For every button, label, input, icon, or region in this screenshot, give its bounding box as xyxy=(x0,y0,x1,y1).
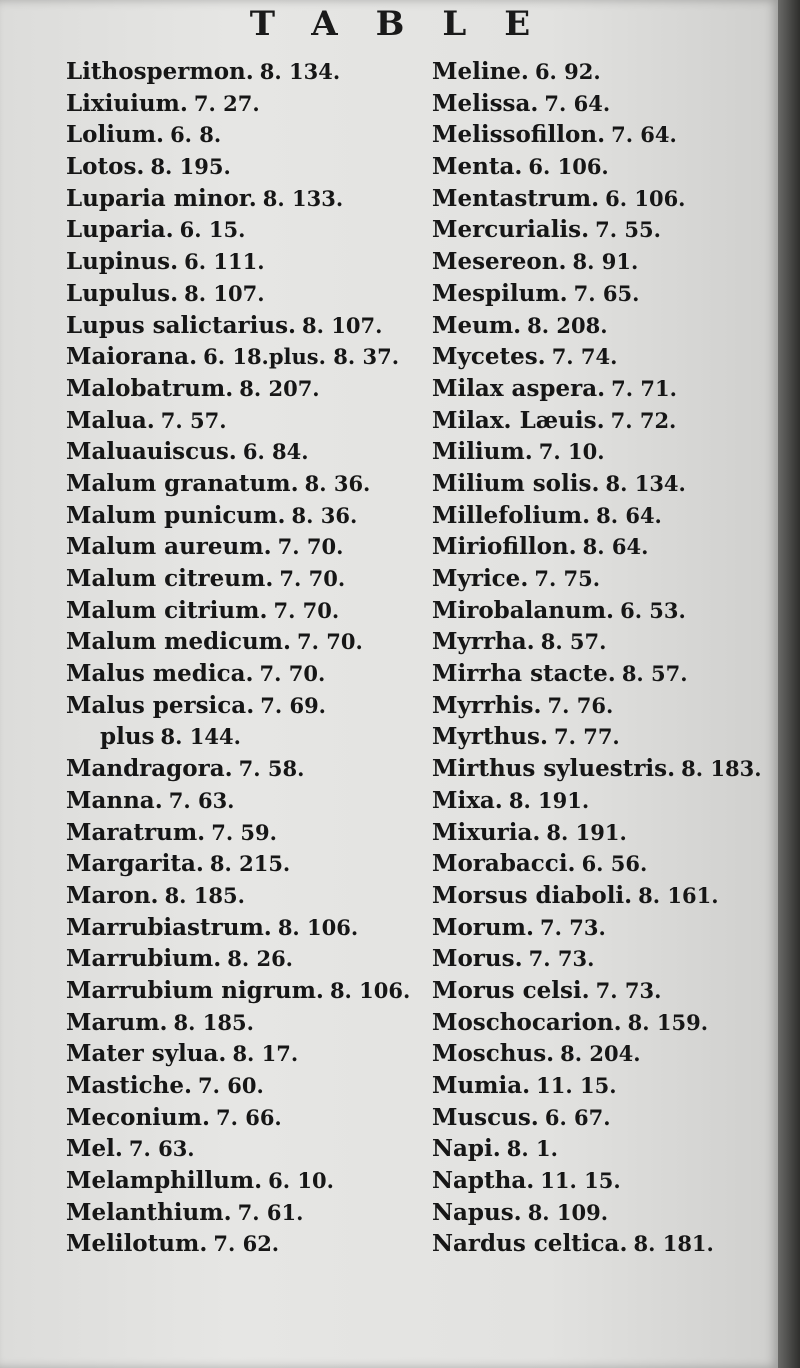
index-term: Manna. xyxy=(66,786,163,814)
index-term: Melissa. xyxy=(432,89,539,117)
index-entry xyxy=(432,151,772,183)
index-entry xyxy=(432,405,772,437)
index-entry xyxy=(432,531,772,563)
index-term: Marrubiastrum. xyxy=(66,913,272,941)
index-term: Milax aspera. xyxy=(432,374,606,402)
index-term: Malua. xyxy=(66,406,155,434)
index-page-ref: 7. 65. xyxy=(573,280,640,306)
index-page-ref: 8. 207. xyxy=(239,375,320,401)
index-entry xyxy=(66,88,416,120)
index-term: Morus. xyxy=(432,945,523,973)
index-term: Meline. xyxy=(432,58,529,85)
index-term: Mespilum. xyxy=(432,279,568,307)
index-term: Morsus diaboli. xyxy=(432,881,633,909)
index-term: Maiorana. xyxy=(66,343,198,371)
index-page-ref: 8. 133. xyxy=(262,185,344,211)
index-page-ref: 8. 64. xyxy=(596,502,662,528)
index-page-ref: 8. 191. xyxy=(546,819,627,845)
index-page-ref: 11. 15. xyxy=(540,1168,621,1194)
index-page-ref: 8. 181. xyxy=(633,1231,714,1257)
index-page-ref: 7. 76. xyxy=(547,692,614,718)
index-page-ref: 8. 134. xyxy=(259,59,341,84)
index-term: Mixuria. xyxy=(432,818,541,846)
index-term: Milax. Læuis. xyxy=(432,406,605,434)
index-page-ref: 8. 64. xyxy=(582,534,649,560)
index-page-ref: 7. 73. xyxy=(595,977,662,1003)
index-entry xyxy=(432,436,772,468)
index-entry xyxy=(66,595,416,627)
index-term: Malum citreum. xyxy=(66,565,274,592)
index-entry xyxy=(66,658,416,690)
index-term: Moschocarion. xyxy=(432,1008,622,1036)
index-page-ref: 7. 70. xyxy=(279,566,346,591)
index-page-ref: 6. 111. xyxy=(184,249,265,275)
index-entry xyxy=(432,1070,772,1102)
index-page-ref: 8. 107. xyxy=(184,280,265,306)
index-page-ref: 6. 10. xyxy=(268,1168,334,1194)
index-entry xyxy=(432,1133,772,1165)
index-entry xyxy=(432,912,772,944)
index-entry xyxy=(432,183,772,215)
index-term: Mirobalanum. xyxy=(432,596,615,624)
index-term: Morabacci. xyxy=(432,850,576,878)
index-page-ref: 7. 73. xyxy=(528,946,595,972)
index-entry xyxy=(66,436,416,468)
index-entry xyxy=(432,373,772,405)
index-entry xyxy=(66,56,416,88)
index-entry xyxy=(432,595,772,627)
index-term: Milium solis. xyxy=(432,469,600,497)
index-entry xyxy=(432,88,772,120)
index-term: Napus. xyxy=(432,1198,522,1226)
index-entry xyxy=(66,1038,416,1070)
index-page-ref: 6. 106. xyxy=(528,154,609,180)
index-term: Mel. xyxy=(66,1135,123,1163)
index-page-ref: 6. 18.plus. 8. 37. xyxy=(203,344,400,370)
index-page-ref: 8. 208. xyxy=(527,312,608,338)
index-term: Meconium. xyxy=(66,1103,210,1131)
index-page-ref: 8. 109. xyxy=(527,1199,609,1225)
index-term: Naptha. xyxy=(432,1167,535,1195)
index-page-ref: 7. 58. xyxy=(238,756,305,782)
index-page-ref: 11. 15. xyxy=(536,1073,617,1098)
index-entry xyxy=(66,278,416,310)
index-column-left xyxy=(66,56,416,1260)
index-entry xyxy=(66,690,416,722)
index-term: Myrice. xyxy=(432,565,529,592)
index-page-ref: 8. 106. xyxy=(277,914,359,940)
index-entry xyxy=(66,880,416,912)
index-entry xyxy=(432,500,772,532)
index-entry xyxy=(66,753,416,785)
index-entry xyxy=(432,1228,772,1260)
index-term: Margarita. xyxy=(66,850,204,878)
index-page-ref: 7. 77. xyxy=(553,724,620,750)
index-page-ref: 8. 57. xyxy=(540,629,607,655)
index-entry xyxy=(66,912,416,944)
index-term: Maratrum. xyxy=(66,818,206,846)
index-term: Maron. xyxy=(66,881,159,909)
index-page-ref: 8. 195. xyxy=(150,154,231,180)
index-entry xyxy=(66,405,416,437)
index-entry xyxy=(432,119,772,151)
index-term: Milium. xyxy=(432,438,533,466)
index-entry xyxy=(66,721,416,753)
index-term: Malum punicum. xyxy=(66,501,286,529)
index-entry xyxy=(432,246,772,278)
index-entry xyxy=(66,785,416,817)
index-page-ref: 8. 134. xyxy=(605,470,686,496)
index-entry xyxy=(66,1228,416,1260)
index-entry xyxy=(432,1197,772,1229)
index-page-ref: 7. 66. xyxy=(215,1104,282,1130)
index-term: Nardus celtica. xyxy=(432,1230,628,1258)
index-entry xyxy=(66,119,416,151)
index-page-ref: 8. 36. xyxy=(291,502,358,528)
index-term: Lolium. xyxy=(66,121,165,149)
index-page-ref: 8. 204. xyxy=(560,1041,641,1067)
index-column-right xyxy=(432,56,772,1260)
index-entry xyxy=(432,880,772,912)
index-term: Marrubium. xyxy=(66,945,222,973)
index-page-ref: 7. 63. xyxy=(128,1136,195,1162)
index-page-ref: 7. 70. xyxy=(297,629,363,655)
index-page-ref: 8. 26. xyxy=(227,946,293,972)
index-page-ref: 6. 8. xyxy=(170,122,222,148)
index-page-ref: 7. 69. xyxy=(260,692,326,718)
index-entry xyxy=(66,848,416,880)
index-term: Mercurialis. xyxy=(432,216,590,244)
index-page-ref: 7. 64. xyxy=(544,90,611,116)
index-term: Muscus. xyxy=(432,1103,539,1131)
index-entry xyxy=(432,721,772,753)
index-page-ref: 7. 74. xyxy=(551,344,618,370)
index-term: Moschus. xyxy=(432,1040,555,1068)
index-entry xyxy=(66,1133,416,1165)
index-term: Lupus salictarius. xyxy=(66,311,297,339)
index-page-ref: 6. 53. xyxy=(620,597,686,623)
index-entry xyxy=(432,1165,772,1197)
index-term: Melanthium. xyxy=(66,1198,232,1226)
index-page-ref: 6. 15. xyxy=(179,217,246,243)
index-term: plus xyxy=(100,723,155,751)
index-page-ref: 6. 67. xyxy=(544,1104,611,1130)
index-term: Lupinus. xyxy=(66,248,179,276)
index-page-ref: 7. 73. xyxy=(539,914,606,940)
index-page-ref: 7. 70. xyxy=(273,597,340,623)
index-term: Miriofillon. xyxy=(432,533,577,561)
index-entry xyxy=(432,975,772,1007)
index-term: Mastiche. xyxy=(66,1072,193,1099)
index-entry xyxy=(432,658,772,690)
index-page-ref: 7. 63. xyxy=(168,787,235,813)
index-page-ref: 7. 60. xyxy=(198,1073,264,1098)
index-term: Mumia. xyxy=(432,1072,531,1099)
index-term: Meum. xyxy=(432,311,522,339)
index-page-ref: 7. 55. xyxy=(595,217,661,243)
index-page-ref: 7. 59. xyxy=(211,819,277,845)
index-entry xyxy=(432,341,772,373)
index-page-ref: 8. 1. xyxy=(506,1136,558,1162)
index-page-ref: 7. 75. xyxy=(534,566,601,591)
index-page-ref: 8. 183. xyxy=(681,756,762,782)
index-page-ref: 6. 56. xyxy=(581,851,648,877)
index-entry xyxy=(66,626,416,658)
index-term: Mycetes. xyxy=(432,343,546,371)
index-term: Mentastrum. xyxy=(432,184,600,212)
index-entry xyxy=(66,468,416,500)
index-page-ref: 8. 106. xyxy=(329,977,411,1003)
index-term: Malum aureum. xyxy=(66,533,272,561)
index-page-ref: 7. 10. xyxy=(538,439,605,465)
index-term: Napi. xyxy=(432,1135,501,1163)
book-spine-shadow xyxy=(778,0,800,1368)
index-page-ref: 8. 159. xyxy=(627,1009,709,1035)
index-entry xyxy=(66,1165,416,1197)
index-term: Lithospermon. xyxy=(66,58,254,85)
index-entry xyxy=(66,1102,416,1134)
page-header: TABLE xyxy=(249,4,569,44)
index-term: Myrthus. xyxy=(432,723,548,751)
index-page-ref: 8. 57. xyxy=(621,661,688,687)
index-page-ref: 7. 61. xyxy=(237,1199,304,1225)
index-page-ref: 6. 92. xyxy=(534,59,601,84)
index-entry xyxy=(432,1038,772,1070)
index-page-ref: 7. 64. xyxy=(611,122,677,148)
index-entry xyxy=(432,1007,772,1039)
index-entry xyxy=(66,563,416,595)
index-entry xyxy=(66,183,416,215)
index-term: Luparia. xyxy=(66,216,174,244)
index-entry xyxy=(66,151,416,183)
index-term: Mirthus syluestris. xyxy=(432,755,676,783)
index-term: Mandragora. xyxy=(66,755,233,783)
index-term: Malum medicum. xyxy=(66,628,292,656)
index-term: Malus medica. xyxy=(66,660,254,688)
index-page-ref: 7. 62. xyxy=(213,1231,280,1257)
index-entry xyxy=(66,373,416,405)
index-entry xyxy=(432,214,772,246)
index-term: Maluauiscus. xyxy=(66,438,237,466)
index-entry xyxy=(432,468,772,500)
index-entry xyxy=(432,1102,772,1134)
index-entry xyxy=(432,690,772,722)
index-term: Lupulus. xyxy=(66,279,179,307)
index-term: Mixa. xyxy=(432,786,503,814)
index-term: Marum. xyxy=(66,1008,168,1036)
index-entry xyxy=(66,246,416,278)
index-term: Malum granatum. xyxy=(66,469,299,497)
index-page-ref: 8. 107. xyxy=(302,312,383,338)
index-page-ref: 7. 57. xyxy=(160,407,227,433)
index-term: Marrubium nigrum. xyxy=(66,976,324,1004)
index-page-ref: 6. 106. xyxy=(605,185,686,211)
index-page-ref: 8. 161. xyxy=(638,882,719,908)
index-entry xyxy=(432,563,772,595)
index-page-ref: 8. 191. xyxy=(508,787,590,813)
index-page-ref: 8. 36. xyxy=(304,470,371,496)
index-term: Malobatrum. xyxy=(66,374,234,402)
index-term: Melilotum. xyxy=(66,1230,208,1258)
index-entry xyxy=(432,626,772,658)
index-page-ref: 7. 71. xyxy=(611,375,677,401)
index-page-ref: 8. 185. xyxy=(164,882,245,908)
index-entry xyxy=(432,56,772,88)
index-term: Myrrha. xyxy=(432,628,535,656)
index-page-ref: 7. 70. xyxy=(259,661,326,687)
index-term: Myrrhis. xyxy=(432,691,542,719)
index-entry xyxy=(66,975,416,1007)
index-entry xyxy=(66,500,416,532)
index-entry xyxy=(66,1007,416,1039)
index-term: Malum citrium. xyxy=(66,596,268,624)
index-term: Mater sylua. xyxy=(66,1040,227,1068)
index-entry xyxy=(66,1197,416,1229)
index-page-ref: 8. 91. xyxy=(572,249,639,275)
index-page-ref: 8. 17. xyxy=(232,1041,299,1067)
index-entry xyxy=(66,310,416,342)
index-term: Millefolium. xyxy=(432,501,591,529)
index-term: Malus persica. xyxy=(66,691,255,719)
index-entry xyxy=(66,214,416,246)
index-entry xyxy=(66,531,416,563)
index-page-ref: 8. 185. xyxy=(173,1009,254,1035)
index-entry xyxy=(66,943,416,975)
index-entry xyxy=(432,753,772,785)
index-term: Morus celsi. xyxy=(432,976,590,1004)
index-page-ref: 7. 27. xyxy=(193,90,260,116)
index-entry xyxy=(432,310,772,342)
index-term: Mirrha stacte. xyxy=(432,660,616,688)
index-term: Melamphillum. xyxy=(66,1167,263,1195)
index-entry xyxy=(432,278,772,310)
index-entry xyxy=(432,785,772,817)
index-page-ref: 7. 72. xyxy=(610,407,677,433)
index-page-ref: 7. 70. xyxy=(277,534,344,560)
index-entry xyxy=(66,341,416,373)
index-term: Lixiuium. xyxy=(66,89,188,117)
index-page-ref: 8. 215. xyxy=(209,851,291,877)
index-entry xyxy=(432,943,772,975)
index-entry xyxy=(66,1070,416,1102)
index-entry xyxy=(66,817,416,849)
index-term: Lotos. xyxy=(66,153,145,181)
index-entry xyxy=(432,817,772,849)
index-term: Melissofillon. xyxy=(432,121,606,149)
index-term: Morum. xyxy=(432,913,534,941)
index-page-ref: 6. 84. xyxy=(242,439,309,465)
index-term: Mesereon. xyxy=(432,248,567,276)
index-term: Menta. xyxy=(432,153,523,181)
index-term: Luparia minor. xyxy=(66,184,257,212)
index-entry xyxy=(432,848,772,880)
index-page-ref: 8. 144. xyxy=(160,724,241,750)
